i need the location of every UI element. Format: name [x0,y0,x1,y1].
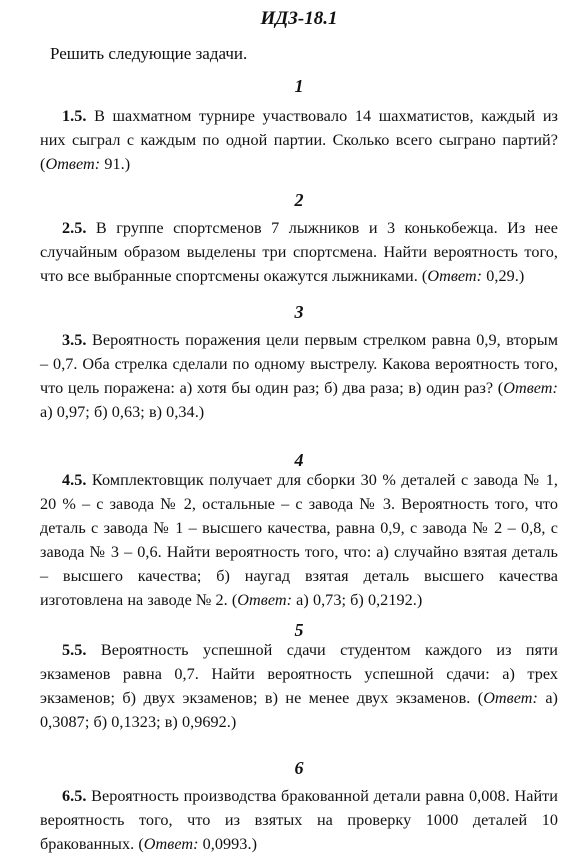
problem-4: 4.5. Комплектовщик получает для сборки 30 % деталей с завода № 1, 20 % – с завода № 2, остальные – с завода № 3. Вероятность того, что деталь с завода № 1 – высшего качества, равна 0,9, с завода № 2 – 0,8, с завода № 3 – 0,6. Найти вероятность того, что: а) случайно взятая деталь – высшего качества; б) наугад взятая деталь высшего качества изготовлена на заводе № 2. (Ответ: а) 0,73; б) 0,2192.) [40,471,558,609]
section-number-6: 6 [294,758,304,778]
problem-number: 3.5. [62,331,87,349]
answer-value: а) 0,73; б) 0,2192. [296,591,417,609]
problem-5: 5.5. Вероятность успешной сдачи студентом каждого из пяти экзаменов равна 0,7. Найти вероятность успешной сдачи: а) трех экзаменов; б) двух экзаменов; в) не менее двух экзаменов. (Ответ: а) 0,3087; б) 0,1323; в) 0,9692.) [40,641,558,731]
answer-value: а) 0,3087; б) 0,1323; в) 0,9692. [40,689,558,731]
problem-number: 4.5. [62,471,87,489]
answer-label: Ответ: [143,835,199,853]
section-number-2: 2 [294,190,304,210]
problem-2: 2.5. В группе спортсменов 7 лыжников и 3 конькобежца. Из нее случайным образом выделены три спортсмена. Найти вероятность того, что все выбранные спортсмены окажутся лыжниками. (Ответ: 0,29.) [40,219,558,285]
problem-number: 1.5. [62,107,87,125]
problem-number: 6.5. [62,787,87,805]
problem-text: Вероятность производства бракованной детали равна 0,008. Найти вероятность того, что из взятых на проверку 1000 деталей 10 бракованных. [40,787,558,853]
problem-text: Вероятность поражения цели первым стрелком равна 0,9, вторым – 0,7. Оба стрелка сделали по одному выстрелу. Какова вероятность того, что цель поражена: а) хотя бы один раз; б) два раза; в) один раз? [40,331,558,397]
section-number-5: 5 [294,620,304,640]
section-number-4: 4 [294,450,304,470]
answer-value: 0,29. [486,267,519,285]
section-number-1: 1 [294,76,304,96]
problem-text: Комплектовщик получает для сборки 30 % деталей с завода № 1, 20 % – с завода № 2, остальные – с завода № 3. Вероятность того, что деталь с завода № 1 – высшего качества, равна 0,9, с завода № 2 – 0,8, с завода № 3 – 0,6. Найти вероятность того, что: а) случайно взятая деталь – высшего качества; б) наугад взятая деталь высшего качества изготовлена на заводе № 2. [40,471,558,609]
document-title: ИДЗ-18.1 [260,8,338,29]
problem-text: В шахматном турнире участвовало 14 шахматистов, каждый из них сыграл с каждым по одной партии. Сколько всего сыграно партий? [40,107,558,149]
answer-value: 0,0993. [202,835,252,853]
problem-number: 2.5. [62,219,87,237]
instruction-text: Решить следующие задачи. [50,44,248,63]
answer-label: Ответ: [45,155,101,173]
answer-value: 91. [104,155,125,173]
problem-number: 5.5. [62,641,87,659]
answer-label: Ответ: [503,379,558,397]
problem-text: В группе спортсменов 7 лыжников и 3 конькобежца. Из нее случайным образом выделены три спортсмена. Найти вероятность того, что все выбранные спортсмены окажутся лыжниками. [40,219,558,285]
answer-label: Ответ: [483,689,538,707]
section-number-3: 3 [294,302,304,322]
problem-1: 1.5. В шахматном турнире участвовало 14 шахматистов, каждый из них сыграл с каждым по одной партии. Сколько всего сыграно партий? (Ответ: 91.) [40,107,558,173]
answer-value: а) 0,97; б) 0,63; в) 0,34. [40,403,199,421]
problem-3: 3.5. Вероятность поражения цели первым стрелком равна 0,9, вторым – 0,7. Оба стрелка сделали по одному выстрелу. Какова вероятность того, что цель поражена: а) хотя бы один раз; б) два раза; в) один раз? (Ответ: а) 0,97; б) 0,63; в) 0,34.) [40,331,558,421]
problem-text: Вероятность успешной сдачи студентом каждого из пяти экзаменов равна 0,7. Найти вероятность успешной сдачи: а) трех экзаменов; б) двух экзаменов; в) не менее двух экзаменов. [40,641,558,707]
problem-6: 6.5. Вероятность производства бракованной детали равна 0,008. Найти вероятность того, что из взятых на проверку 1000 деталей 10 бракованных. (Ответ: 0,0993.) [40,787,558,853]
answer-label: Ответ: [237,591,293,609]
answer-label: Ответ: [427,267,483,285]
